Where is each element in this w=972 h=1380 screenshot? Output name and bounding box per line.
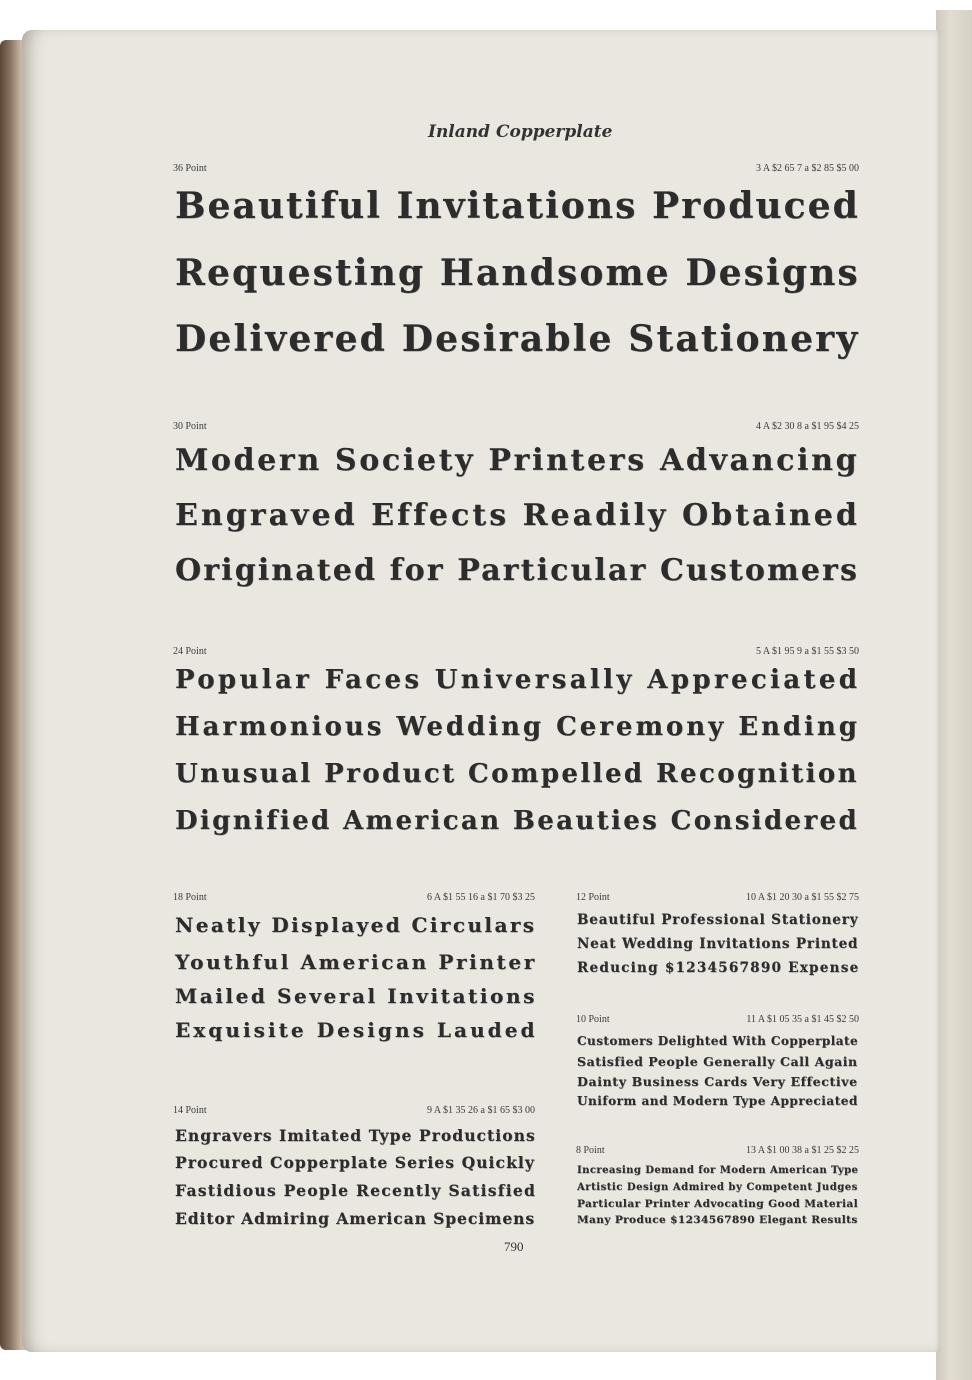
specimen-line: Harmonious Wedding Ceremony Ending xyxy=(175,712,860,742)
prices-8: 13 A $1 00 38 a $1 25 $2 25 xyxy=(745,1145,859,1156)
size-label-18: 18 Point xyxy=(173,892,207,903)
prices-36: 3 A $2 65 7 a $2 85 $5 00 xyxy=(755,163,859,174)
specimen-line: Neat Wedding Invitations Printed xyxy=(577,936,859,952)
page-number: 790 xyxy=(504,1239,524,1254)
specimen-line: Particular Printer Advocating Good Material xyxy=(577,1198,859,1210)
specimen-line: Uniform and Modern Type Appreciated xyxy=(577,1094,858,1108)
size-label-12: 12 Point xyxy=(576,892,610,903)
specimen-line: Customers Delighted With Copperplate xyxy=(577,1034,859,1048)
specimen-line: Neatly Displayed Circulars xyxy=(175,913,537,937)
next-page-edge xyxy=(936,10,972,1380)
specimen-line: Many Produce $1234567890 Elegant Results xyxy=(577,1214,858,1226)
prices-24: 5 A $1 95 9 a $1 55 $3 50 xyxy=(755,646,859,657)
specimen-line: Popular Faces Universally Appreciated xyxy=(175,665,861,695)
prices-10: 11 A $1 05 35 a $1 45 $2 50 xyxy=(746,1014,859,1025)
specimen-line: Dainty Business Cards Very Effective xyxy=(577,1074,858,1089)
specimen-line: Fastidious People Recently Satisfied xyxy=(175,1181,537,1200)
prices-18: 6 A $1 55 16 a $1 70 $3 25 xyxy=(426,892,535,903)
specimen-line: Requesting Handsome Designs xyxy=(175,252,860,294)
size-label-10: 10 Point xyxy=(576,1014,610,1025)
specimen-line: Exquisite Designs Lauded xyxy=(175,1018,538,1042)
specimen-line: Unusual Product Compelled Recognition xyxy=(175,759,859,789)
specimen-line: Delivered Desirable Stationery xyxy=(175,318,860,360)
specimen-line: Increasing Demand for Modern American Type xyxy=(577,1165,859,1176)
prices-12: 10 A $1 20 30 a $1 55 $2 75 xyxy=(745,892,859,903)
size-label-36: 36 Point xyxy=(173,163,207,174)
specimen-line: Satisfied People Generally Call Again xyxy=(577,1054,858,1069)
specimen-line: Beautiful Invitations Produced xyxy=(175,185,860,227)
prices-14: 9 A $1 35 26 a $1 65 $3 00 xyxy=(426,1105,535,1116)
size-label-24: 24 Point xyxy=(173,646,207,657)
specimen-line: Engravers Imitated Type Productions xyxy=(175,1126,536,1145)
specimen-line: Originated for Particular Customers xyxy=(175,553,859,588)
page-title: Inland Copperplate xyxy=(428,122,613,142)
specimen-line: Youthful American Printer xyxy=(175,950,537,974)
specimen-line: Dignified American Beauties Considered xyxy=(175,806,860,836)
specimen-line: Modern Society Printers Advancing xyxy=(175,443,860,478)
specimen-line: Beautiful Professional Stationery xyxy=(577,912,859,928)
specimen-line: Reducing $1234567890 Expense xyxy=(577,960,860,976)
size-label-14: 14 Point xyxy=(173,1105,207,1116)
size-label-30: 30 Point xyxy=(173,421,207,432)
specimen-line: Artistic Design Admired by Competent Judges xyxy=(577,1182,858,1193)
prices-30: 4 A $2 30 8 a $1 95 $4 25 xyxy=(755,421,859,432)
specimen-line: Editor Admiring American Specimens xyxy=(175,1209,536,1228)
specimen-line: Mailed Several Invitations xyxy=(175,984,537,1008)
specimen-line: Engraved Effects Readily Obtained xyxy=(175,498,860,533)
size-label-8: 8 Point xyxy=(576,1145,605,1156)
specimen-line: Procured Copperplate Series Quickly xyxy=(175,1153,536,1172)
